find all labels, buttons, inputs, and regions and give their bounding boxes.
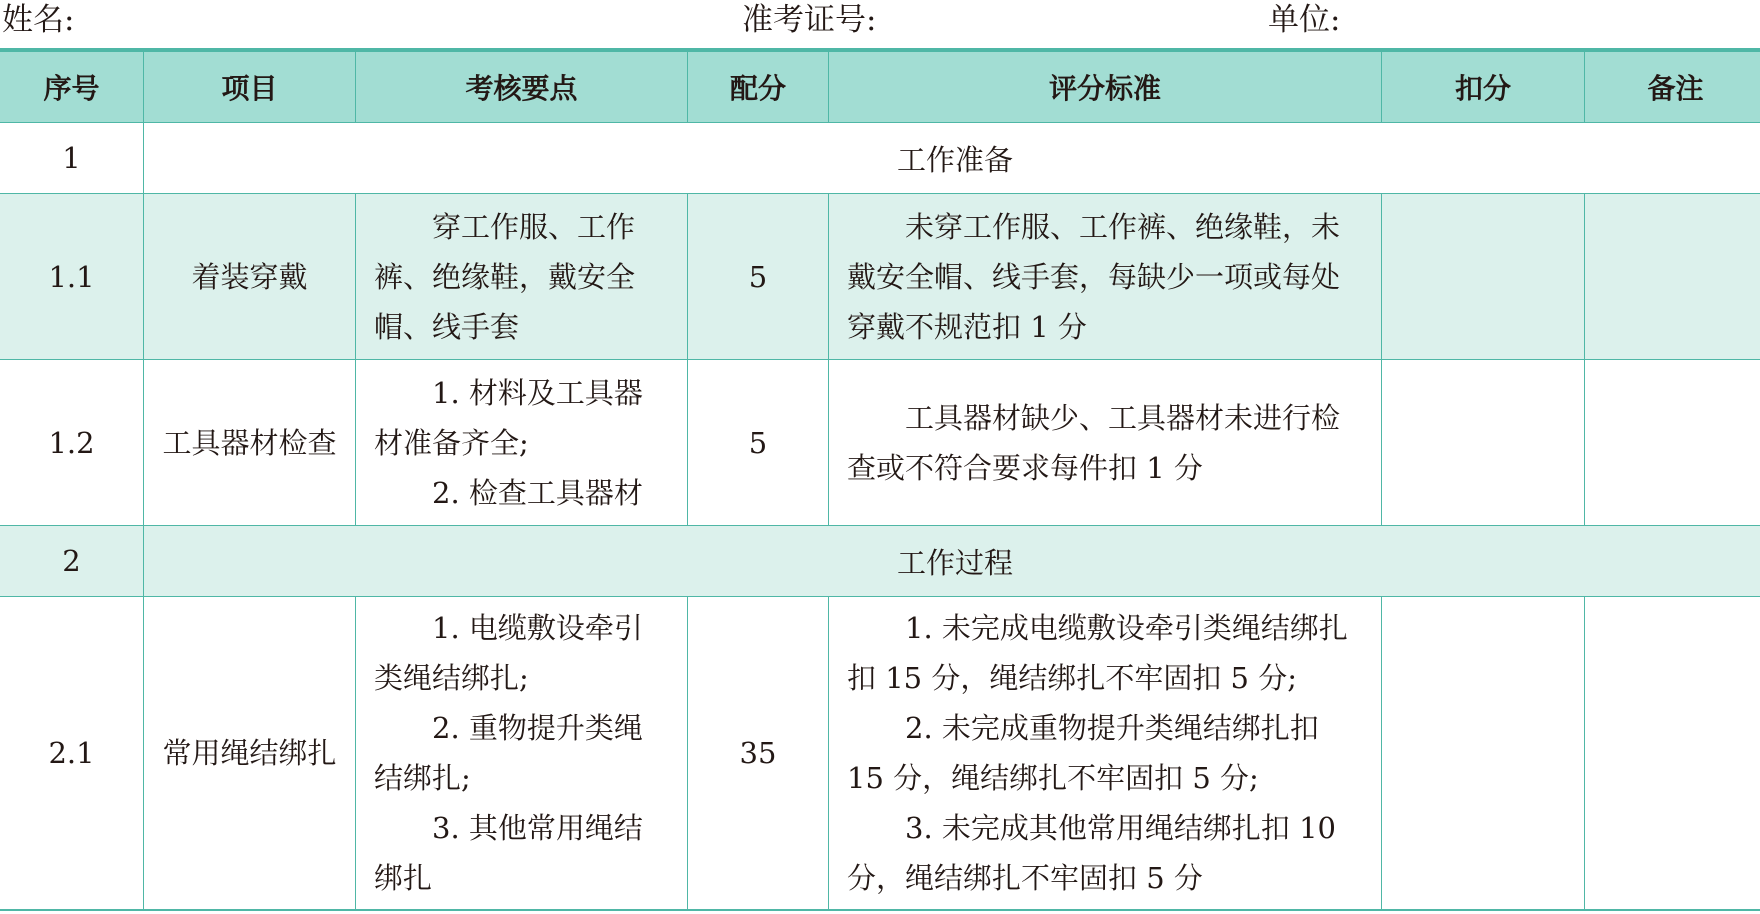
row-note-cell[interactable] — [1585, 360, 1760, 526]
row-item: 工具器材检查 — [144, 360, 356, 526]
column-header-deduction: 扣分 — [1382, 50, 1585, 123]
section-row — [0, 526, 1760, 597]
section-seq: 2 — [0, 526, 144, 597]
section-title: 工作过程 — [144, 526, 1760, 597]
table-row — [0, 597, 1760, 911]
row-criteria — [829, 194, 1382, 360]
table-header-row — [0, 50, 1760, 123]
scoring-table — [0, 48, 1760, 911]
key-point-line: 1. 电缆敷设牵引类绳结绑扎; — [374, 611, 643, 695]
key-point-line: 2. 重物提升类绳结绑扎; — [374, 711, 643, 795]
column-header-item: 项目 — [144, 50, 356, 123]
row-key-points — [356, 597, 688, 911]
criteria-line: 2. 未完成重物提升类绳结绑扎扣 15 分，绳结绑扎不牢固扣 5 分; — [847, 711, 1319, 795]
section-row — [0, 123, 1760, 194]
row-key-points — [356, 360, 688, 526]
row-seq: 1.2 — [0, 360, 144, 526]
table-row — [0, 194, 1760, 360]
row-deduction-cell[interactable] — [1382, 360, 1585, 526]
column-header-seq: 序号 — [0, 50, 144, 123]
row-seq: 2.1 — [0, 597, 144, 911]
name-label: 姓名: — [2, 2, 75, 38]
row-note-cell[interactable] — [1585, 194, 1760, 360]
table-row — [0, 360, 1760, 526]
key-point-line: 3. 其他常用绳结绑扎 — [374, 811, 643, 895]
row-score: 5 — [688, 194, 829, 360]
column-header-criteria: 评分标准 — [829, 50, 1382, 123]
criteria-line: 未穿工作服、工作裤、绝缘鞋，未戴安全帽、线手套，每缺少一项或每处穿戴不规范扣 1 分 — [847, 209, 1341, 344]
row-criteria — [829, 597, 1382, 911]
criteria-line: 工具器材缺少、工具器材未进行检查或不符合要求每件扣 1 分 — [847, 400, 1341, 485]
row-key-points — [356, 194, 688, 360]
section-seq: 1 — [0, 123, 144, 194]
unit-label: 单位: — [1268, 2, 1341, 38]
column-header-score: 配分 — [688, 50, 829, 123]
row-note-cell[interactable] — [1585, 597, 1760, 911]
column-header-key-points: 考核要点 — [356, 50, 688, 123]
row-item: 着装穿戴 — [144, 194, 356, 360]
section-title: 工作准备 — [144, 123, 1760, 194]
row-seq: 1.1 — [0, 194, 144, 360]
exam-id-label: 准考证号: — [742, 2, 877, 38]
row-score: 35 — [688, 597, 829, 911]
criteria-line: 3. 未完成其他常用绳结绑扎扣 10 分，绳结绑扎不牢固扣 5 分 — [847, 811, 1337, 895]
key-point-line: 2. 检查工具器材 — [432, 475, 643, 510]
candidate-info-line — [0, 0, 1760, 46]
key-point-line: 1. 材料及工具器材准备齐全; — [374, 375, 643, 460]
row-item: 常用绳结绑扎 — [144, 597, 356, 911]
key-point-line: 穿工作服、工作裤、绝缘鞋，戴安全帽、线手套 — [374, 209, 636, 344]
row-score: 5 — [688, 360, 829, 526]
row-deduction-cell[interactable] — [1382, 194, 1585, 360]
row-deduction-cell[interactable] — [1382, 597, 1585, 911]
row-criteria — [829, 360, 1382, 526]
criteria-line: 1. 未完成电缆敷设牵引类绳结绑扎扣 15 分，绳结绑扎不牢固扣 5 分; — [847, 611, 1348, 695]
column-header-note: 备注 — [1585, 50, 1760, 123]
